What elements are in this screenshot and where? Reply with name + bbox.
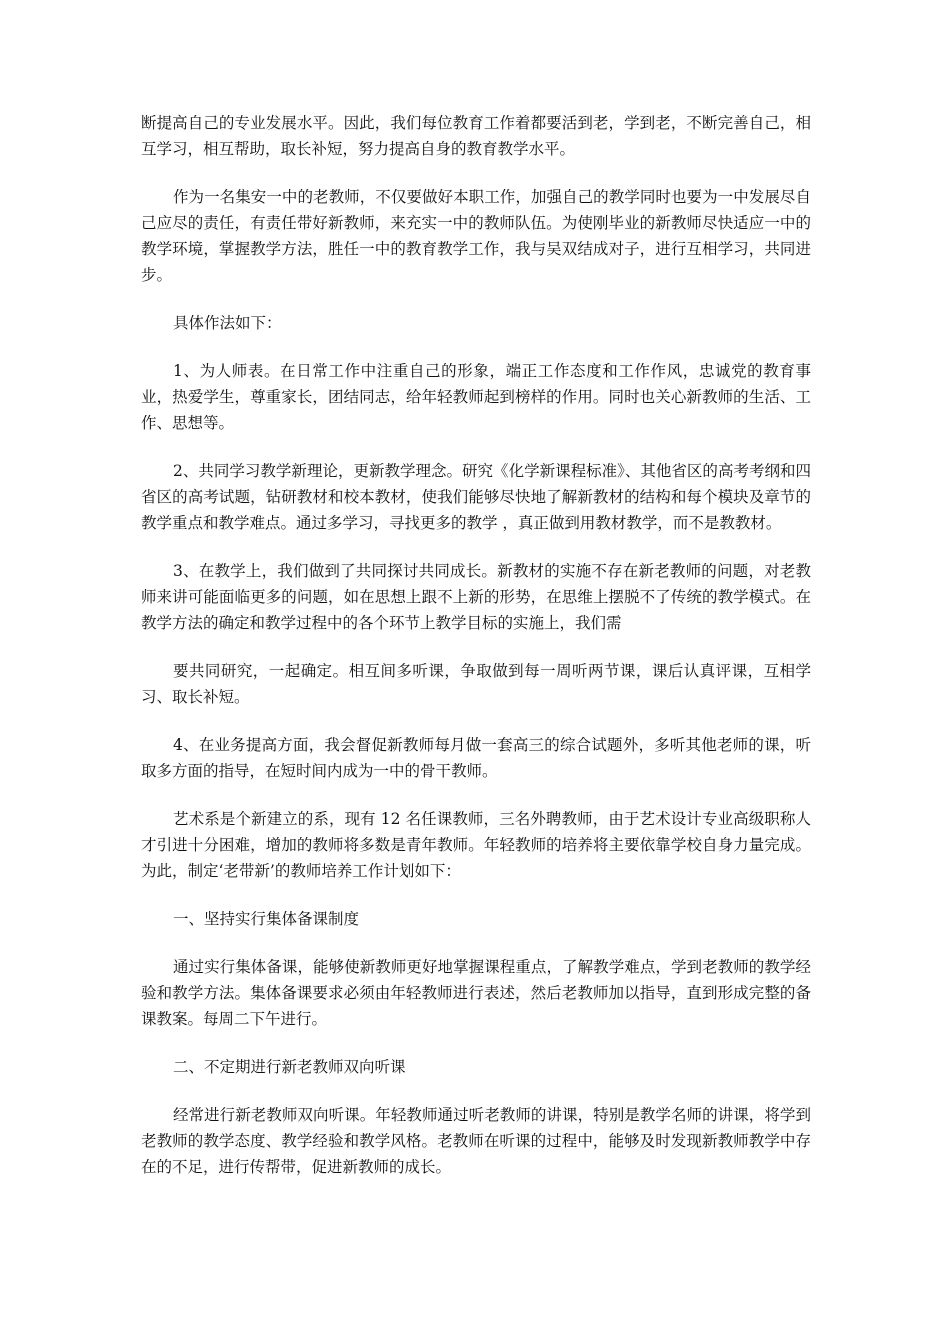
paragraph-4: 1、为人师表。在日常工作中注重自己的形象，端正工作态度和工作作风，忠诚党的教育事业，热爱学生，尊重家长，团结同志，给年轻教师起到榜样的作用。同时也关心新教师的生活、工作、思想等。: [141, 362, 811, 432]
paragraph-8: 4、在业务提高方面，我会督促新教师每月做一套高三的综合试题外，多听其他老师的课，听取多方面的指导，在短时间内成为一中的骨干教师。: [141, 736, 811, 780]
section-heading-1: 一、坚持实行集体备课制度: [173, 910, 360, 928]
paragraph-5: 2、共同学习教学新理论，更新教学理念。研究《化学新课程标准》、其他省区的高考考纲和四省区的高考试题，钻研教材和校本教材，使我们能够尽快地了解新教材的结构和每个模块及章节的教学重点和教学难点。通过多学习，寻找更多的教学 ，真正做到用教材教学，而不是教教材。: [141, 462, 811, 532]
paragraph-7: 要共同研究，一起确定。相互间多听课，争取做到每一周听两节课，课后认真评课，互相学习、取长补短。: [141, 662, 811, 706]
paragraph-3: 具体作法如下：: [173, 314, 282, 332]
document-body: [141, 110, 811, 1202]
section-heading-2: 二、不定期进行新老教师双向听课: [173, 1058, 406, 1076]
paragraph-6: 3、在教学上，我们做到了共同探讨共同成长。新教材的实施不存在新老教师的问题，对老教师来讲可能面临更多的问题，如在思想上跟不上新的形势，在思维上摆脱不了传统的教学模式。在教学方法的确定和教学过程中的各个环节上教学目标的实施上，我们需: [141, 562, 811, 632]
paragraph-9: 艺术系是个新建立的系，现有 12 名任课教师，三名外聘教师，由于艺术设计专业高级职称人才引进十分困难，增加的教师将多数是青年教师。年轻教师的培养将主要依靠学校自身力量完成。为此，制定‘老带新’的教师培养工作计划如下：: [141, 810, 811, 880]
paragraph-10: 通过实行集体备课，能够使新教师更好地掌握课程重点，了解教学难点，学到老教师的教学经验和教学方法。集体备课要求必须由年轻教师进行表述，然后老教师加以指导，直到形成完整的备课教案。每周二下午进行。: [141, 958, 811, 1028]
paragraph-1: 断提高自己的专业发展水平。因此，我们每位教育工作着都要活到老，学到老，不断完善自己，相互学习，相互帮助，取长补短，努力提高自身的教育教学水平。: [141, 114, 811, 158]
paragraph-2: 作为一名集安一中的老教师，不仅要做好本职工作，加强自己的教学同时也要为一中发展尽自己应尽的责任，有责任带好新教师，来充实一中的教师队伍。为使刚毕业的新教师尽快适应一中的教学环境，掌握教学方法，胜任一中的教育教学工作，我与吴双结成对子，进行互相学习，共同进步。: [141, 188, 811, 284]
paragraph-11: 经常进行新老教师双向听课。年轻教师通过听老教师的讲课，特别是教学名师的讲课，将学到老教师的教学态度、教学经验和教学风格。老教师在听课的过程中，能够及时发现新教师教学中存在的不足，进行传帮带，促进新教师的成长。: [141, 1106, 811, 1176]
